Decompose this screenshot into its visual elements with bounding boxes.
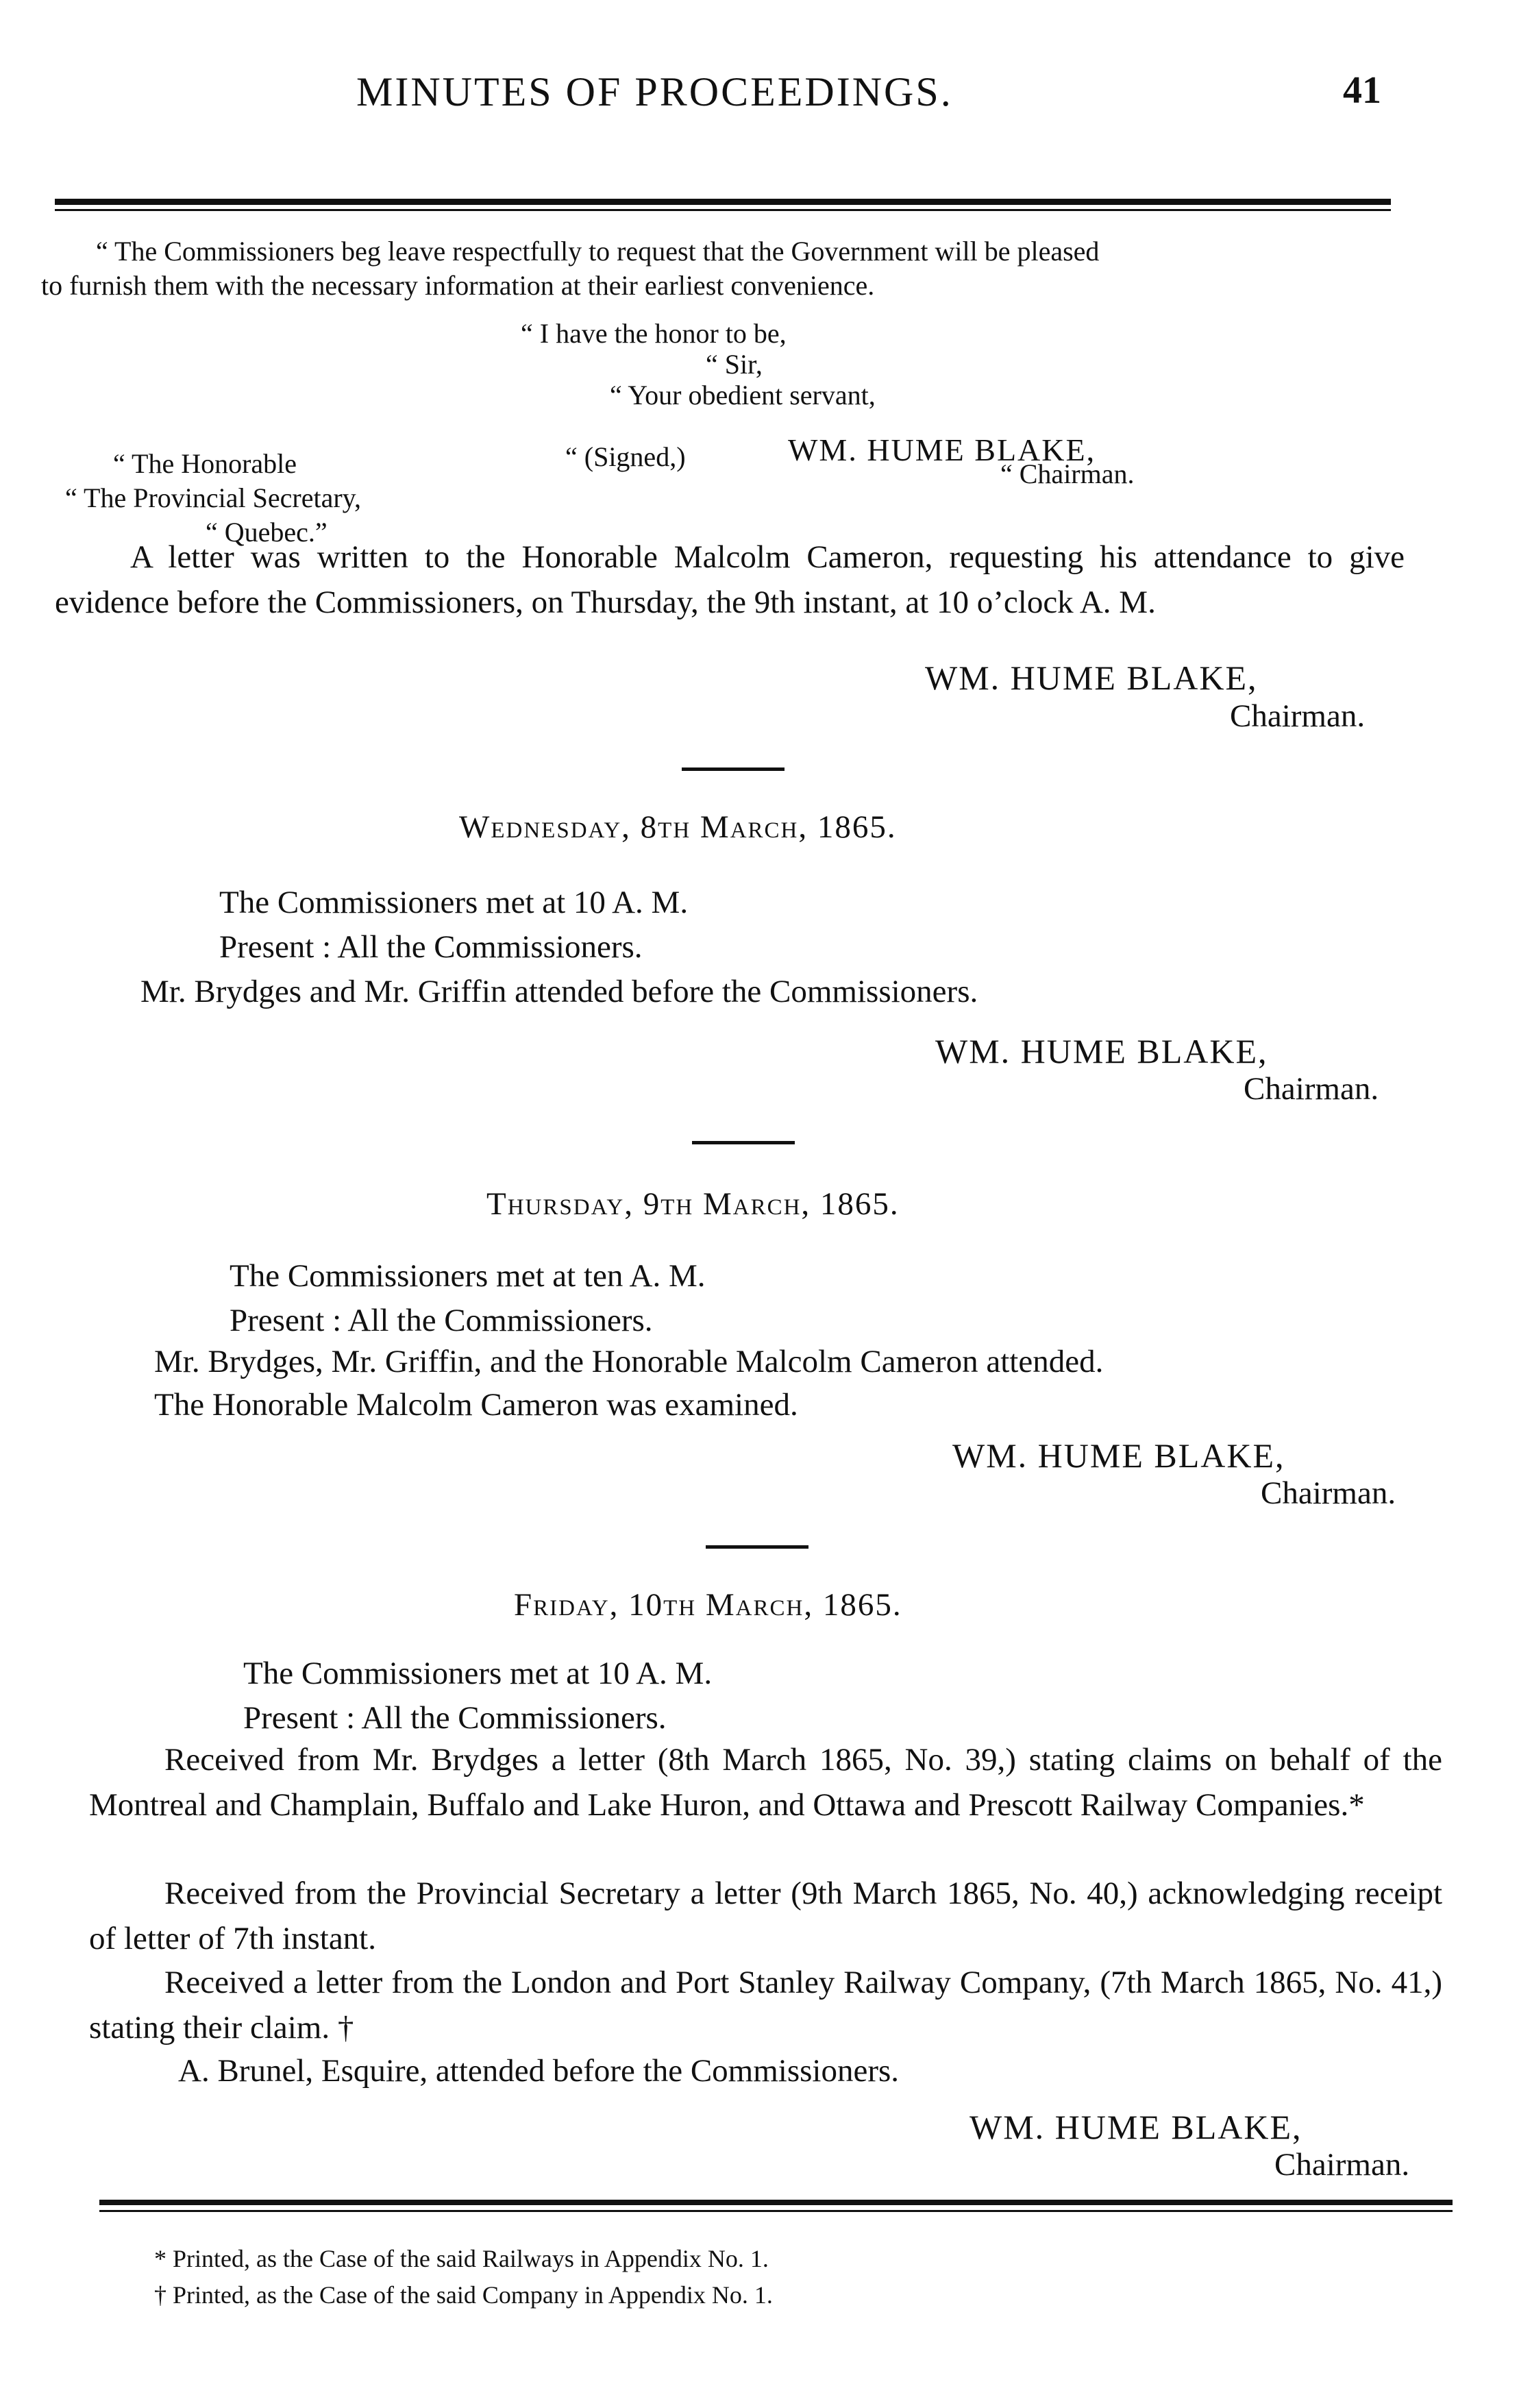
minute-line: Mr. Brydges and Mr. Griffin attended before the Commissioners. — [140, 974, 978, 1009]
meeting-date: Friday, 10th March, 1865. — [514, 1587, 902, 1623]
minute-paragraph: Received from the Provincial Secretary a letter (9th March 1865, No. 40,) acknowledging receipt of letter of 7th instant. — [89, 1876, 1442, 1956]
meeting-date: Thursday, 9th March, 1865. — [486, 1186, 900, 1222]
chairman-role: Chairman. — [1230, 698, 1366, 734]
minute-line: Present : All the Commissioners. — [230, 1303, 653, 1338]
minute-line: The Commissioners met at 10 A. M. — [219, 885, 689, 920]
chairman-signature: WM. HUME BLAKE, — [952, 1436, 1285, 1475]
minute-line: The Commissioners met at 10 A. M. — [243, 1656, 713, 1691]
letter-addressee: “ The Provincial Secretary, — [65, 482, 362, 513]
minute-line: The Commissioners met at ten A. M. — [230, 1258, 706, 1294]
footnote: * Printed, as the Case of the said Railways in Appendix No. 1. — [154, 2245, 769, 2272]
letter-closing: “ I have the honor to be, — [521, 318, 787, 349]
letter-signatory-role: “ Chairman. — [1000, 458, 1135, 489]
chairman-role: Chairman. — [1244, 1071, 1379, 1107]
minute-paragraph: Received a letter from the London and Port Stanley Railway Company, (7th March 1865, No. 41,) stating their claim. † — [89, 1965, 1442, 2045]
section-divider — [706, 1545, 808, 1549]
section-divider — [682, 767, 785, 771]
letter-signed: “ (Signed,) — [565, 441, 686, 472]
letter-addressee: “ Quebec.” — [206, 517, 328, 548]
chairman-signature: WM. HUME BLAKE, — [970, 2108, 1302, 2146]
chairman-signature: WM. HUME BLAKE, — [925, 659, 1258, 697]
header-rule-thin — [55, 209, 1391, 211]
footer-rule-thin — [99, 2210, 1453, 2212]
chairman-role: Chairman. — [1261, 1475, 1396, 1511]
letter-line: “ The Commissioners beg leave respectfully to request that the Government will be pleased — [96, 236, 1100, 267]
minute-line: Mr. Brydges, Mr. Griffin, and the Honorable Malcolm Cameron attended. — [154, 1344, 1104, 1379]
chairman-signature: WM. HUME BLAKE, — [935, 1032, 1268, 1070]
page-title: MINUTES OF PROCEEDINGS. — [356, 69, 953, 114]
letter-closing: “ Sir, — [706, 349, 763, 380]
minute-line: A. Brunel, Esquire, attended before the Commissioners. — [178, 2053, 900, 2089]
letter-signatory: WM. HUME BLAKE, — [788, 432, 1096, 467]
minute-line: The Honorable Malcolm Cameron was examined. — [154, 1387, 798, 1423]
minute-line: Present : All the Commissioners. — [243, 1700, 667, 1736]
minute-line: Present : All the Commissioners. — [219, 929, 643, 965]
footer-rule-thick — [99, 2200, 1453, 2205]
section-divider — [692, 1141, 795, 1144]
minute-paragraph: A letter was written to the Honorable Malcolm Cameron, requesting his attendance to give evidence before the Commissioners, on Thursday, the 9th instant, at 10 o’clock A. M. — [55, 539, 1405, 620]
header-rule-thick — [55, 199, 1391, 205]
page-number: 41 — [1343, 69, 1381, 112]
chairman-role: Chairman. — [1274, 2147, 1410, 2183]
letter-addressee: “ The Honorable — [113, 448, 297, 479]
footnote: † Printed, as the Case of the said Company in Appendix No. 1. — [154, 2281, 773, 2309]
meeting-date: Wednesday, 8th March, 1865. — [459, 809, 897, 845]
letter-line: to furnish them with the necessary information at their earliest convenience. — [41, 270, 875, 301]
minute-paragraph: Received from Mr. Brydges a letter (8th March 1865, No. 39,) stating claims on behalf of the Montreal and Champlain, Buffalo and Lake Huron, and Ottawa and Prescott Railway Companies.* — [89, 1742, 1442, 1823]
letter-closing: “ Your obedient servant, — [610, 380, 876, 410]
